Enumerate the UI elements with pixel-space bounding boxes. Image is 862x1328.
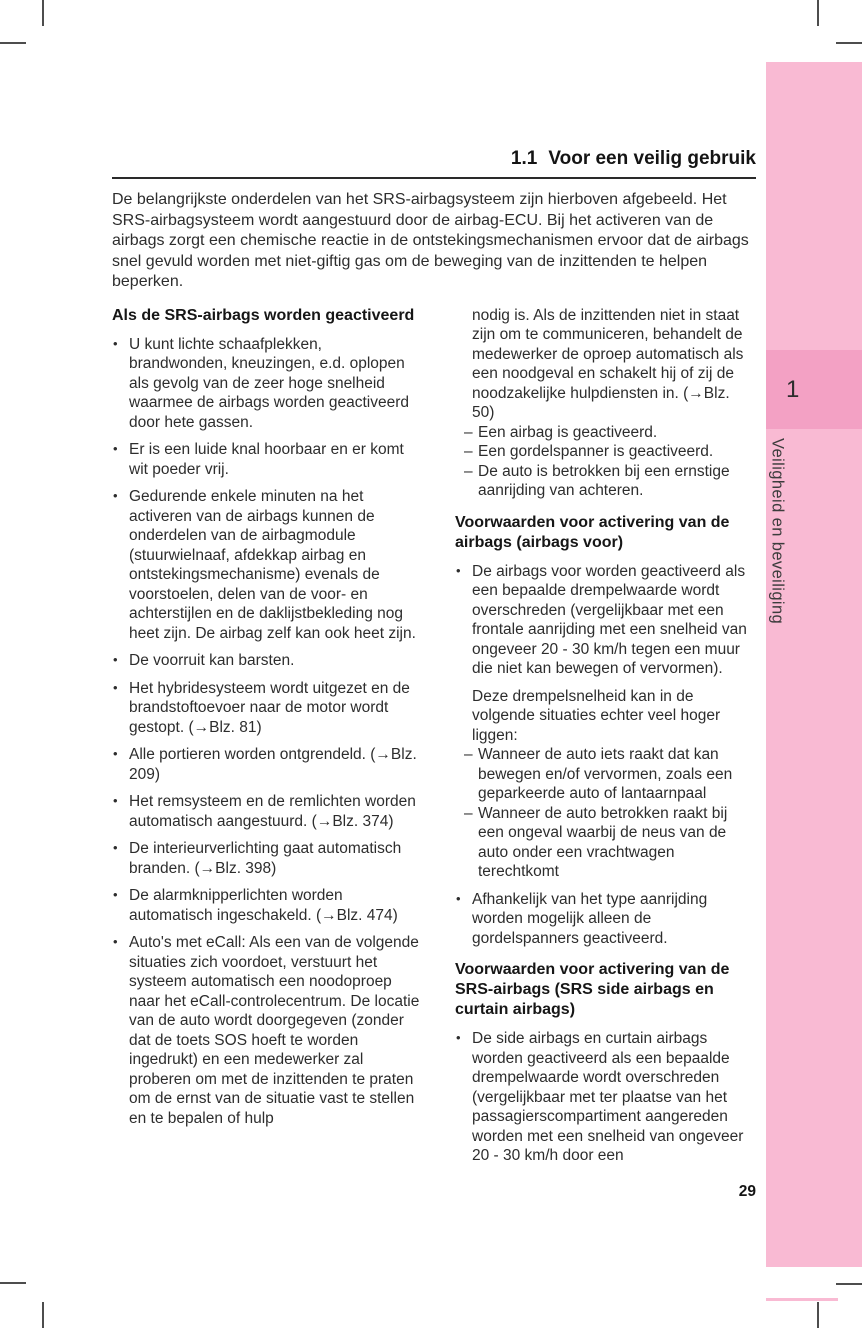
dash-item [464,804,756,882]
list-item [112,886,421,925]
bullet-marker: • [113,793,118,808]
list-item-text: De alarmknipperlichten worden automatisch ingeschakeld. (→Blz. 474) [129,887,398,924]
list-item-text: De side airbags en curtain airbags worden geactiveerd als een bepaalde drempelwaarde wordt overschreden (vergelijkbaar met ter plaatse van het passagierscompartiment aangereden worden met een snelheid van ongeveer 20 - 30 km/h door een [472,1030,744,1164]
crop-mark-top-left-horizontal [0,42,26,44]
dash-item [464,442,756,462]
bullet-marker: • [113,441,118,456]
list-item-text: Gedurende enkele minuten na het activeren van de airbags kunnen de onderdelen van de airbagmodule (stuurwielnaaf, afdekkap airbag en ontstekingsmechanisme) evenals de voorstoelen, delen van de voor- en achterstijlen en de daklijstbekleding nog heet zijn. De airbag zelf kan ook heet zijn. [129,488,416,642]
chapter-label-vertical: Veiligheid en beveiliging [768,438,787,625]
dash-item-text: Wanneer de auto iets raakt dat kan bewegen en/of vervormen, zoals een geparkeerde auto of lantaarnpaal [478,746,733,802]
page-content [112,148,756,1174]
left-column [112,306,421,1174]
list-item [112,792,421,831]
two-column-body [112,306,756,1174]
crop-mark-bottom-right-vertical [817,1302,819,1328]
section-number: 1.1 [510,148,538,169]
list-item-text: De voorruit kan barsten. [129,652,295,669]
page-number: 29 [738,1183,756,1200]
dash-item-text: Een gordelspanner is geactiveerd. [478,443,714,460]
chapter-sidebar [766,62,862,1267]
dash-item [464,462,756,501]
dash-item [464,745,756,804]
list-item [112,679,421,738]
bullet-marker: • [113,840,118,855]
crop-mark-top-right-vertical [817,0,819,26]
bullet-marker: • [113,746,118,761]
continuation-paragraph: nodig is. Als de inzittenden niet in staat zijn om te communiceren, behandelt de medewerker de oproep automatisch als een noodgeval en schakelt hij of zij de noodzakelijke hulpdiensten in. (→Blz. 50) [472,306,744,421]
section-header [112,148,756,170]
bullet-marker: • [456,1030,461,1045]
bullet-marker: • [113,335,118,351]
crop-mark-bottom-left-vertical [42,1302,44,1328]
dash-marker: – [464,423,473,441]
list-item-text: De interieurverlichting gaat automatisch branden. (→Blz. 398) [129,840,402,877]
list-item-text: Afhankelijk van het type aanrijding worden mogelijk alleen de gordelspanners geactiveerd. [472,890,708,947]
right-column [455,306,756,1174]
side-airbags-heading: Voorwaarden voor activering van de SRS-airbags (SRS side airbags en curtain airbags) [455,961,730,1018]
dash-item-text: Een airbag is geactiveerd. [478,423,658,441]
front-airbags-heading: Voorwaarden voor activering van de airbags (airbags voor) [455,513,730,551]
dash-marker: – [464,462,473,480]
list-item [112,745,421,784]
bullet-marker: • [113,652,118,667]
crop-mark-top-right-horizontal [836,42,862,44]
list-item [455,1029,756,1166]
sidebar-bleed-line [766,1298,838,1301]
intro-paragraph: De belangrijkste onderdelen van het SRS-airbagsysteem zijn hierboven afgebeeld. Het SRS-airbagsysteem wordt aangestuurd door de airbag-ECU. Bij het activeren van de airbags zorgt een chemische reactie in de ontstekingsmechanismen ervoor dat de airbags snel gevuld worden met niet-giftig gas om de beweging van de inzittenden te helpen beperken. [112,191,749,290]
threshold-note: Deze drempelsnelheid kan in de volgende situaties echter veel hoger liggen: [472,687,721,744]
dash-item-text: De auto is betrokken bij een ernstige aanrijding van achteren. [478,462,730,499]
dash-item [464,423,756,443]
bullet-marker: • [113,934,118,949]
dash-marker: – [464,746,473,763]
bullet-marker: • [456,562,461,578]
dash-marker: – [464,804,473,822]
list-item-text: Er is een luide knal hoorbaar en er komt wit poeder vrij. [129,441,404,478]
list-item [112,440,421,479]
bullet-marker: • [113,887,118,902]
chapter-number: 1 [786,376,800,403]
bullet-marker: • [113,679,118,695]
list-item-text: De airbags voor worden geactiveerd als een bepaalde drempelwaarde wordt overschreden (vergelijkbaar met een frontale aanrijding met een snelheid van ongeveer 20 - 30 km/h tegen een muur die niet kan bewegen of vervormen). [472,562,747,677]
list-item [112,335,421,433]
crop-mark-top-left-vertical [42,0,44,26]
list-item [112,487,421,643]
list-item-text: Het remsysteem en de remlichten worden automatisch aangestuurd. (→Blz. 374) [129,793,416,830]
dash-list [455,745,756,882]
dash-marker: – [464,443,473,460]
crop-mark-bottom-left-horizontal [0,1282,26,1284]
list-item-text: Alle portieren worden ontgrendeld. (→Blz. 209) [129,746,417,783]
header-rule [112,177,756,179]
list-item [112,933,421,1128]
list-item [112,839,421,878]
list-item [112,651,421,671]
bullet-marker: • [113,488,118,503]
dash-list [455,423,756,501]
list-item [455,562,756,679]
bullet-marker: • [456,890,461,906]
list-item-text: Het hybridesysteem wordt uitgezet en de brandstoftoevoer naar de motor wordt gestopt. (→Blz. 81) [129,679,410,736]
list-item-text: Auto's met eCall: Als een van de volgende situaties zich voordoet, verstuurt het systeem automatisch een noodoproep naar het eCall-controlecentrum. De locatie van de auto wordt doorgegeven (zonder dat de toets SOS hoeft te worden ingedrukt) en een medewerker zal proberen om met de inzittenden te praten om de ernst van de situatie vast te stellen en te bepalen of hulp [129,934,420,1127]
chapter-tab [766,350,862,429]
list-item-text: U kunt lichte schaafplekken, brandwonden, kneuzingen, e.d. oplopen als gevolg van de zeer hoge snelheid waarmee de airbags worden geactiveerd door hete gassen. [129,335,410,431]
left-column-heading: Als de SRS-airbags worden geactiveerd [112,306,415,324]
list-item [455,890,756,949]
crop-mark-bottom-right-horizontal [836,1283,862,1285]
dash-item-text: Wanneer de auto betrokken raakt bij een ongeval waarbij de neus van de auto onder een vrachtwagen terechtkomt [478,804,728,880]
page-title: Voor een veilig gebruik [548,148,756,169]
